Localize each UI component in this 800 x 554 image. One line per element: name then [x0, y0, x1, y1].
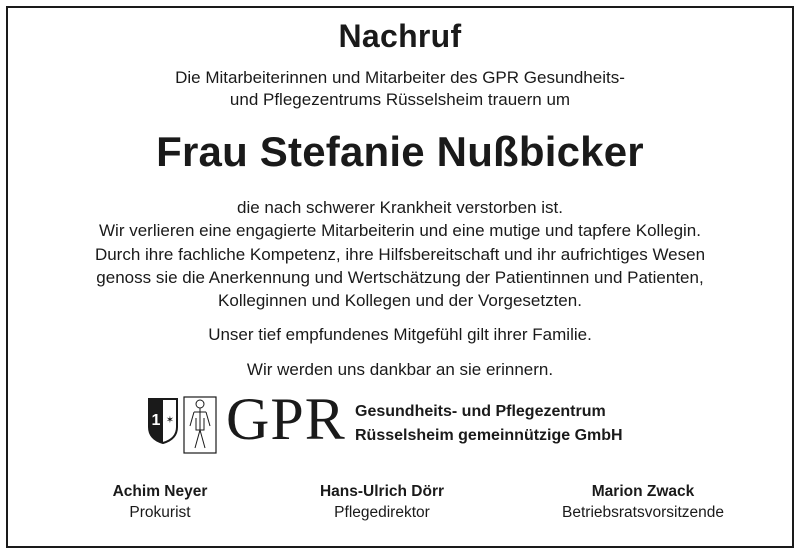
deceased-name: Frau Stefanie Nußbicker: [156, 128, 644, 175]
coat-of-arms-icon: [147, 397, 179, 445]
notice-body: [0, 196, 800, 312]
human-figure-icon: [183, 396, 217, 454]
memorial-text: Wir werden uns dankbar an sie erinnern.: [246, 360, 554, 379]
signatory-name: Hans-Ulrich Dörr: [319, 483, 445, 500]
gpr-logo-letters: GPR: [226, 386, 346, 452]
signatory-role: Prokurist: [129, 504, 191, 521]
body-line: Durch ihre fachliche Kompetenz, ihre Hilfsbereitschaft und ihr aufrichtiges Wesen: [94, 244, 706, 264]
signatory-role: Pflegedirektor: [334, 504, 430, 521]
intro-line: und Pflegezentrums Rüsselsheim trauern um: [229, 90, 571, 109]
organization-name: [355, 400, 623, 448]
body-line: Wir verlieren eine engagierte Mitarbeiterin und eine mutige und tapfere Kollegin.: [99, 221, 701, 241]
intro-line: Die Mitarbeiterinnen und Mitarbeiter des GPR Gesundheits-: [175, 68, 625, 87]
body-line: die nach schwerer Krankheit verstorben ist.: [237, 198, 563, 217]
notice-title: Nachruf: [338, 18, 462, 54]
svg-text:✶: ✶: [165, 415, 175, 426]
signatory: [513, 481, 773, 523]
intro-text: [0, 67, 800, 111]
organization-line: Rüsselsheim gemeinnützige GmbH: [355, 427, 623, 444]
body-line: genoss sie die Anerkennung und Wertschätzung der Patientinnen und Patienten,: [96, 267, 704, 287]
organization-line: Gesundheits- und Pflegezentrum: [355, 403, 606, 420]
signatory-name: Marion Zwack: [591, 483, 695, 500]
body-line: Kolleginnen und Kollegen und der Vorgesetzten.: [218, 291, 582, 311]
signatory: [282, 481, 482, 523]
signatory-role: Betriebsratsvorsitzende: [562, 504, 724, 521]
signatory: [60, 481, 260, 523]
signatory-name: Achim Neyer: [112, 483, 208, 500]
svg-text:1: 1: [151, 412, 161, 429]
condolence-text: Unser tief empfundenes Mitgefühl gilt ihrer Familie.: [208, 325, 592, 344]
